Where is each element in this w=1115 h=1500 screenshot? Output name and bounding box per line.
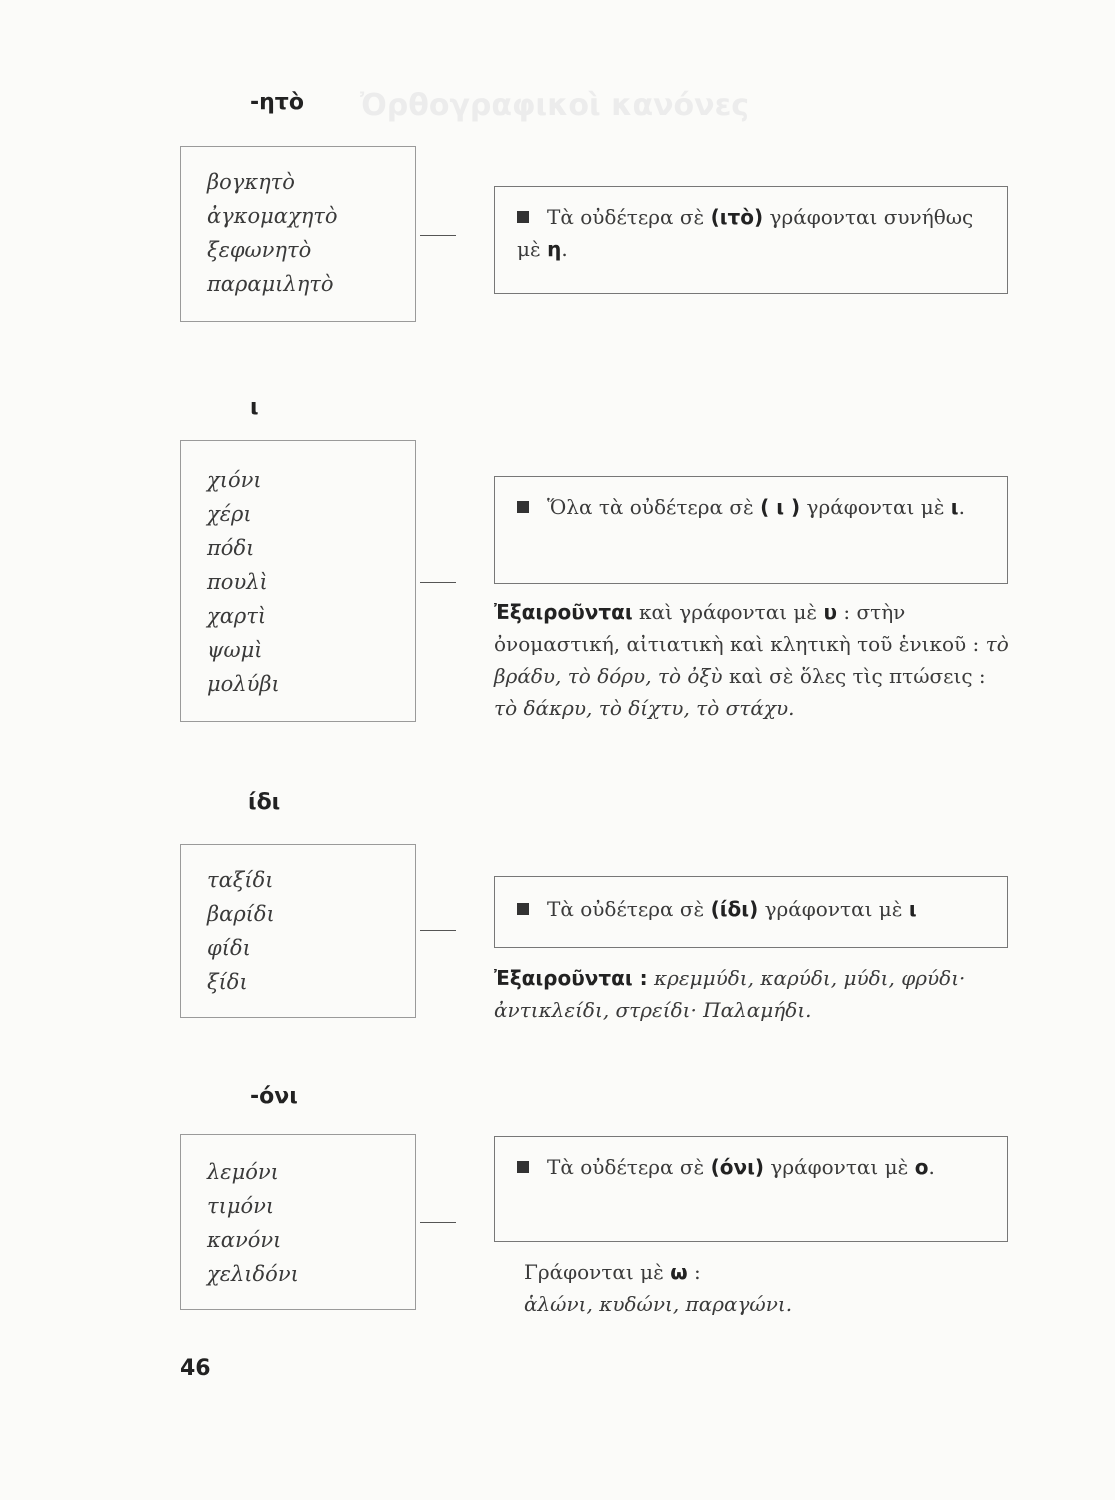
rule-end: .: [928, 1155, 935, 1179]
exception-label: Ἐξαιροῦνται: [494, 600, 633, 624]
rule-text: Ὅλα τὰ οὐδέτερα σὲ: [547, 495, 754, 519]
bullet-square-icon: [517, 903, 529, 915]
connector-dash: [420, 1222, 456, 1223]
rule-text: Τὰ οὐδέτερα σὲ: [547, 1155, 705, 1179]
word-item: ταξίδι: [207, 868, 274, 892]
word-item: χελιδόνι: [207, 1262, 299, 1286]
word-list-ito: [180, 146, 416, 322]
word-item: βογκητὸ: [207, 170, 295, 194]
bullet-square-icon: [517, 1161, 529, 1173]
bullet-square-icon: [517, 211, 529, 223]
word-list-idi: [180, 844, 416, 1018]
word-item: τιμόνι: [207, 1194, 275, 1218]
rule-box-oni: [494, 1136, 1008, 1242]
page-number: 46: [180, 1356, 211, 1381]
rule-suffix: (όνι): [710, 1155, 765, 1179]
exception-examples: ἁλώνι, κυδώνι, παραγώνι.: [524, 1292, 793, 1316]
rule-box-ito: [494, 186, 1008, 294]
exception-examples: τὸ βράδυ, τὸ δόρυ, τὸ ὀξὺ: [494, 632, 1009, 688]
rule-letter: ι: [950, 495, 959, 519]
bullet-square-icon: [517, 501, 529, 513]
exception-examples: τὸ δάκρυ, τὸ δίχτυ, τὸ στάχυ.: [494, 696, 795, 720]
word-item: παραμιλητὸ: [207, 272, 334, 296]
word-list-oni: [180, 1134, 416, 1310]
rule-suffix: ( ι ): [760, 495, 801, 519]
rule-end: .: [958, 495, 965, 519]
word-item: χέρι: [207, 502, 252, 526]
rule-letter: ο: [914, 1155, 929, 1179]
exception-label: Ἐξαιροῦνται :: [494, 966, 648, 990]
exception-text: Γράφονται μὲ: [524, 1260, 664, 1284]
rule-suffix: (ίδι): [710, 897, 759, 921]
word-item: ψωμὶ: [207, 638, 263, 662]
bleed-through-text: Ὀρθογραφικοὶ κανόνες: [360, 88, 750, 123]
exception-examples: κρεμμύδι, καρύδι, μύδι, φρύδι· ἀντικλείδι, στρείδι· Παλαμήδι.: [494, 966, 966, 1022]
exception-text: : στὴν ὀνομαστική, αἰτιατικὴ καὶ κλητικὴ τοῦ ἑνικοῦ :: [494, 600, 980, 656]
connector-dash: [420, 582, 456, 583]
word-item: πόδι: [207, 536, 255, 560]
rule-text: Τὰ οὐδέτερα σὲ: [547, 205, 705, 229]
word-item: χιόνι: [207, 468, 262, 492]
rule-text: γράφονται συνήθως μὲ: [517, 205, 974, 261]
word-list-i: [180, 440, 416, 722]
word-item: ξίδι: [207, 970, 248, 994]
section-heading-ito: -ητὸ: [250, 90, 304, 115]
exception-letter: υ: [823, 600, 838, 624]
rule-text: γράφονται μὲ: [806, 495, 945, 519]
word-item: λεμόνι: [207, 1160, 279, 1184]
exception-paragraph-i: [494, 596, 1012, 724]
word-item: φίδι: [207, 936, 251, 960]
rule-letter: η: [547, 237, 562, 261]
exception-paragraph-idi: [494, 962, 1012, 1026]
exception-paragraph-oni: [524, 1256, 1004, 1320]
connector-dash: [420, 930, 456, 931]
word-item: πουλὶ: [207, 570, 268, 594]
exception-text: καὶ σὲ ὅλες τὶς πτώσεις :: [728, 664, 986, 688]
rule-text: γράφονται μὲ: [770, 1155, 909, 1179]
word-item: κανόνι: [207, 1228, 282, 1252]
rule-box-idi: [494, 876, 1008, 948]
section-heading-idi: ίδι: [248, 790, 281, 815]
word-item: ἀγκομαχητὸ: [207, 204, 338, 228]
word-item: βαρίδι: [207, 902, 275, 926]
section-heading-i: ι: [250, 395, 259, 420]
exception-colon: :: [693, 1260, 701, 1284]
rule-end: .: [561, 237, 568, 261]
rule-suffix: (ιτὸ): [710, 205, 764, 229]
exception-letter: ω: [670, 1260, 688, 1284]
rule-box-i: [494, 476, 1008, 584]
section-heading-oni: -όνι: [250, 1084, 298, 1109]
rule-letter: ι: [908, 897, 917, 921]
exception-text: καὶ γράφονται μὲ: [639, 600, 818, 624]
rule-text: γράφονται μὲ: [764, 897, 903, 921]
rule-text: Τὰ οὐδέτερα σὲ: [547, 897, 705, 921]
connector-dash: [420, 235, 456, 236]
word-item: χαρτὶ: [207, 604, 267, 628]
word-item: ξεφωνητὸ: [207, 238, 312, 262]
word-item: μολύβι: [207, 672, 280, 696]
